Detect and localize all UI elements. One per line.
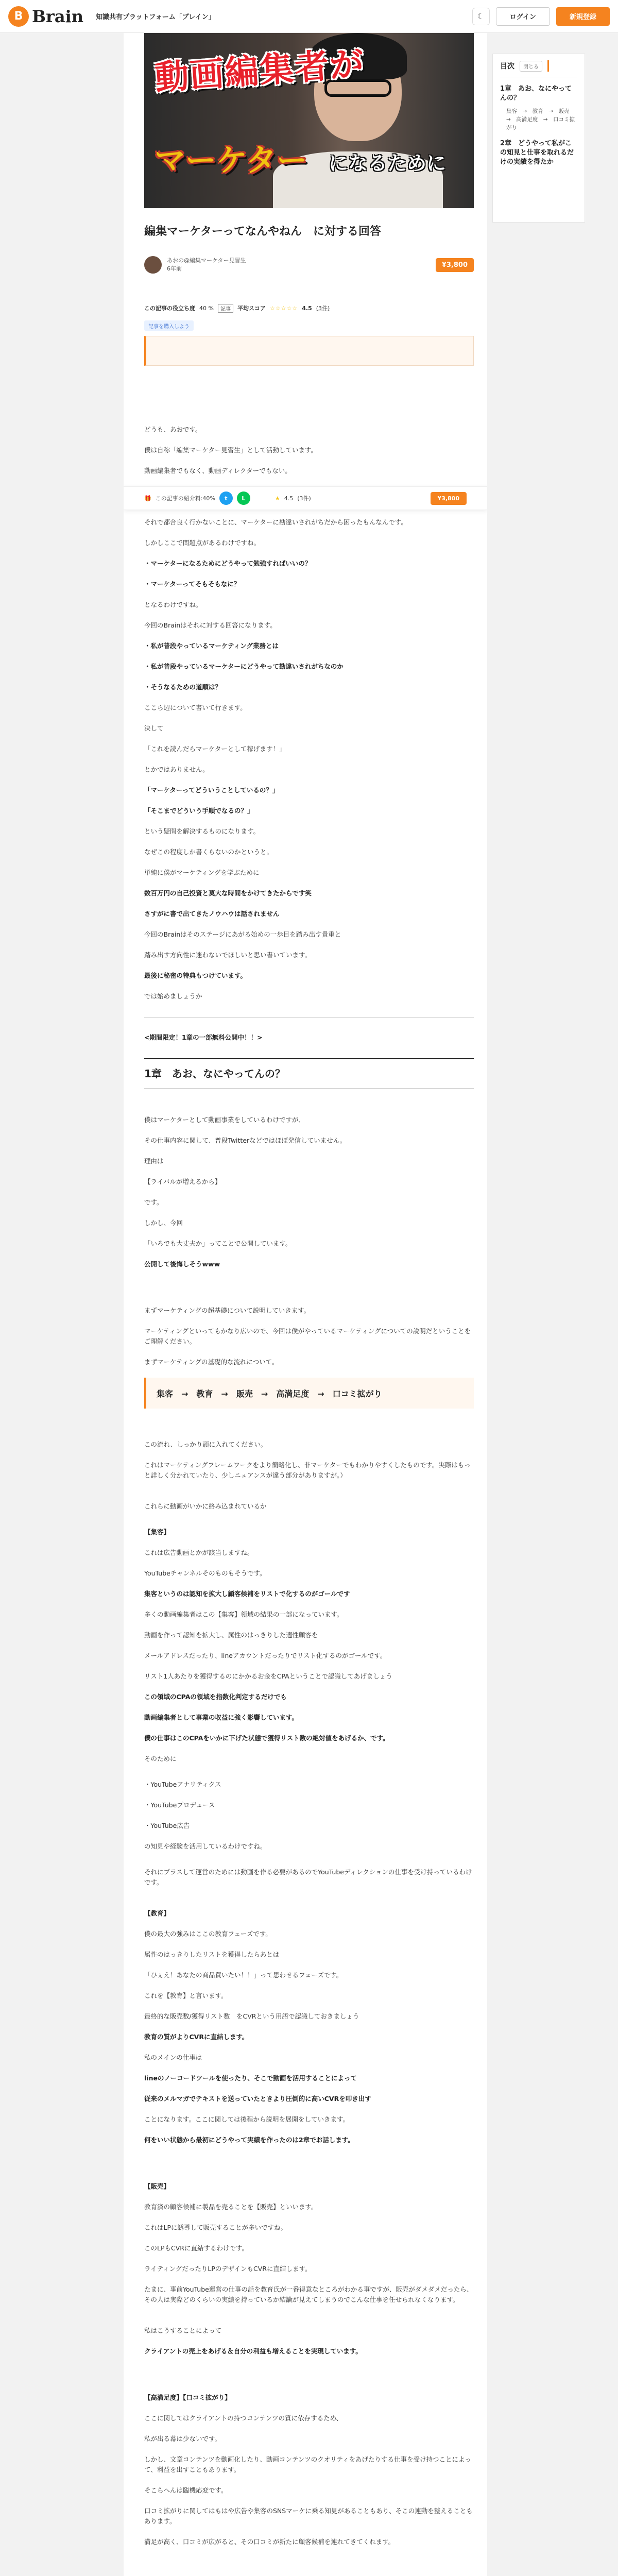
intro-callout [144, 336, 474, 366]
paragraph: という疑問を解決するものになります。 [144, 827, 260, 835]
table-of-contents [492, 54, 585, 223]
hero-line2: マーケター [154, 143, 307, 179]
paragraph: 何をいい状態から最初にどうやって実績を作ったのは2章でお話します。 [144, 2136, 354, 2144]
toc-subitem-flow[interactable]: 集客 → 教育 → 販売 → 高満足度 → 口コミ拡がり [506, 108, 575, 131]
paragraph: 教育済の顧客候補に製品を売ることを【販売】といいます。 [144, 2203, 318, 2211]
paragraph: 理由は [144, 1157, 164, 1165]
help-box: 記事 [218, 304, 233, 313]
paragraph: 僕の仕事はこのCPAをいかに下げた状態で獲得リスト数の絶対値をあげるか、です。 [144, 1734, 389, 1742]
paragraph: マーケティングといってもかなり広いので、今回は僕がやっているマーケティングについての説明だということをご理解ください。 [144, 1327, 471, 1345]
paragraph: です。 [144, 1198, 163, 1206]
paragraph: 【販売】 [144, 2182, 170, 2190]
paragraph: 「そこまでどういう手順でなるの？」 [144, 807, 254, 815]
paragraph: なぜこの程度しか書くらないのかというと。 [144, 848, 273, 856]
paragraph: lineのノーコードツールを使ったり、そこで動画を活用することによって [144, 2074, 357, 2082]
brain-logo[interactable] [8, 6, 83, 27]
paragraph: ライティングだったりLPのデザインもCVRに直結します。 [144, 2265, 312, 2273]
paragraph: しかし、文章コンテンツを動画化したり、動画コンテンツのクオリティをあげたりする仕事を受け持つことによって、利益を出すこともあります。 [144, 2455, 472, 2473]
paragraph: これは広告動画とかが該当しますね。 [144, 1549, 254, 1556]
paragraph: 数百万円の自己投資と莫大な時間をかけてきたからです笑 [144, 889, 312, 897]
site-header [0, 0, 618, 33]
paragraph: 僕はマーケターとして動画事業をしているわけですが、 [144, 1116, 305, 1124]
hero-line1: 動画編集者が [153, 43, 366, 98]
affiliate-text: この記事の紹介料:40% [155, 495, 215, 502]
toc-toggle-button[interactable]: 閉じる [520, 61, 542, 72]
paragraph: ここに関してはクライアントの持つコンテンツの質に依存するため、 [144, 2414, 343, 2422]
helpful-label: この記事の役立ち度 [144, 305, 195, 312]
helpful-value: 40 % [199, 304, 214, 312]
line-icon[interactable]: L [237, 492, 250, 505]
paragraph: では始めましょうか [144, 992, 202, 1000]
paragraph: 僕は自称「編集マーケター見習生」として活動しています。 [144, 446, 317, 454]
paragraph: 多くの動画編集者はこの【集客】領域の結果の一部になっています。 [144, 1611, 344, 1618]
chapter1-heading: 1章 あお、なにやってんの？ [144, 1058, 474, 1089]
paragraph: の知見や経験を活用しているわけですね。 [144, 1842, 267, 1850]
avg-score-label: 平均スコア [237, 305, 266, 312]
floatbar-score: 4.5 [284, 495, 294, 502]
author-sub: 6年前 [167, 265, 182, 272]
price-badge[interactable]: ¥3,800 [436, 258, 474, 272]
paragraph: 口コミ拡がりに関してはもはや広告や集客のSNSマーケに乗る知見があることもあり、そこの連動を整えることもあります。 [144, 2507, 473, 2525]
star-rating: ☆☆☆☆☆ [269, 304, 298, 312]
author-row [144, 255, 474, 275]
paragraph: まずマーケティングの基礎的な流れについて。 [144, 1358, 279, 1366]
paragraph: となるわけですね。 [144, 601, 202, 608]
paragraph: これを【教育】と言います。 [144, 1992, 228, 1999]
paragraph: ・マーケターになるためにどうやって勉強すればいいの？ [144, 560, 312, 567]
paragraph: しかしここで問題点があるわけですね。 [144, 539, 261, 547]
paragraph: このLPもCVRに直結するわけです。 [144, 2244, 248, 2252]
paragraph: とかではありません。 [144, 766, 209, 773]
author-name[interactable]: あおの@編集マーケター見習生 [167, 257, 246, 264]
paragraph: 【高満足度】【口コミ拡がり】 [144, 2394, 231, 2401]
paragraph: 「これを読んだらマーケターとして稼げます！」 [144, 745, 286, 753]
paragraph: リスト1人あたりを獲得するのにかかるお金をCPAということで認識してあげましょう [144, 1672, 392, 1680]
paragraph: クライアントの売上をあげる＆自分の利益も増えることを実現しています。 [144, 2347, 362, 2355]
paragraph: ・YouTubeアナリティクス [144, 1781, 221, 1788]
article-title: 編集マーケターってなんやねん に対する回答 [144, 225, 382, 238]
paragraph: 【教育】 [144, 1909, 170, 1917]
paragraph: 「マーケターってどういうことしているの？」 [144, 786, 279, 794]
toc-item-chapter1[interactable]: 1章 あお、なにやってんの？ [500, 85, 572, 102]
article-stats [144, 302, 474, 314]
paragraph: そのために [144, 1755, 177, 1762]
paragraph: 【集客】 [144, 1528, 170, 1536]
paragraph: YouTubeチャンネルそのものもそうです。 [144, 1569, 266, 1577]
paragraph: 僕の最大の強みはここの教育フェーズです。 [144, 1930, 272, 1938]
paragraph: ・そうなるための道順は？ [144, 683, 222, 691]
paragraph: しかし、今回 [144, 1219, 183, 1227]
purchase-pill[interactable]: 記事を購入しよう [144, 320, 194, 331]
paragraph: その仕事内容に関して、普段Twitterなどではほぼ発信していません。 [144, 1137, 347, 1144]
floatbar-price-button[interactable]: ¥3,800 [431, 492, 467, 505]
paragraph: 最後に秘密の特典もつけています。 [144, 972, 247, 979]
paragraph: どうも、あおです。 [144, 426, 202, 433]
paragraph: 公開して後悔しそうwww [144, 1260, 220, 1268]
paragraph: この流れ、しっかり頭に入れてください。 [144, 1440, 267, 1448]
marketing-flow-box: 集客 → 教育 → 販売 → 高満足度 → 口コミ拡がり [144, 1378, 474, 1409]
paragraph: それで都合良く行かないことに、マーケターに勘違いされがちだから困ったもんなんです。 [144, 518, 407, 526]
article-main [124, 33, 487, 2576]
paragraph: 集客というのは認知を拡大し顧客候補をリストで化するのがゴールです [144, 1590, 350, 1598]
paragraph: たまに、事前YouTube運営の仕事の話を教育氏が一番得意なところがわかる事ですが、販売がダメダメだったら、その人は実際どのくらいの実績を持っているか結論が見えてしまうのでこんな仕事を任せられなくなります。 [144, 2285, 473, 2303]
paragraph: 動画編集者でもなく、動画ディレクターでもない。 [144, 467, 291, 474]
paragraph: 今回のBrainはそれに対する回答になります。 [144, 621, 277, 629]
paragraph: 単純に僕がマーケティングを学ぶために [144, 869, 260, 876]
paragraph: ことになります。ここに関しては後程から説明を展開をしていきます。 [144, 2115, 350, 2123]
paragraph: さすがに書で出てきたノウハウは話されません [144, 910, 280, 918]
paragraph: 決して [144, 724, 164, 732]
paragraph: ここら辺について書いて行きます。 [144, 704, 247, 711]
signup-button[interactable]: 新規登録 [556, 7, 610, 26]
paragraph: 「いろでも大丈夫か」ってことで公開しています。 [144, 1240, 292, 1247]
hero-image [144, 33, 474, 208]
paragraph: 満足が高く、口コミが広がると、その口コミが新たに顧客候補を連れてきてくれます。 [144, 2538, 395, 2546]
toc-title: 目次 [500, 62, 514, 71]
paragraph: ・マーケターってそもそもなに？ [144, 580, 241, 588]
paragraph: メールアドレスだったり、lineアカウントだったりでリスト化するのがゴールです。 [144, 1652, 387, 1659]
paragraph: 「ひぇえ！あなたの商品買いたい！！」って思わせるフェーズです。 [144, 1971, 343, 1979]
floating-purchase-bar [124, 486, 487, 510]
paragraph: 動画を作って認知を拡大し、属性のはっきりした適性顧客を [144, 1631, 318, 1639]
paragraph: ・YouTube広告 [144, 1822, 190, 1829]
review-count[interactable]: (3件) [316, 305, 330, 312]
hero-line2-suffix: になるために [329, 152, 447, 175]
moon-icon[interactable]: ☾ [472, 8, 490, 25]
paragraph: まずマーケティングの超基礎について説明していきます。 [144, 1307, 311, 1314]
score-value: 4.5 [302, 304, 312, 312]
gift-icon: 🎁 [144, 495, 151, 502]
star-icon: ★ [274, 495, 280, 502]
paragraph: 私はこうすることによって [144, 2327, 222, 2334]
toc-accent [547, 60, 549, 72]
paragraph: ・私が普段やっているマーケティング業務とは [144, 642, 279, 650]
login-button[interactable]: ログイン [496, 7, 550, 26]
twitter-icon[interactable]: t [219, 492, 233, 505]
logo-mark: B [8, 6, 29, 27]
paragraph: 従来のメルマガでテキストを送っていたときより圧倒的に高いCVRを叩き出す [144, 2095, 371, 2103]
paragraph: これはマーケティングフレームワークをより簡略化し、非マーケターでもわかりやすくしたものです。実際はもっと詳しく分かれていたり、少しニュアンスが違う部分がありますが。） [144, 1461, 471, 1479]
paragraph: ・私が普段やっているマーケターにどうやって勘違いされがちなのか [144, 663, 344, 670]
paragraph: これらに動画がいかに絡み込まれているか [144, 1502, 267, 1510]
paragraph: ・YouTubeプロデュース [144, 1801, 215, 1809]
paragraph: 私のメインの仕事は [144, 2054, 202, 2061]
paragraph: この領域のCPAの領域を指数化判定するだけでも [144, 1693, 287, 1701]
site-tagline: 知識共有プラットフォーム「ブレイン」 [96, 13, 215, 21]
toc-item-chapter2[interactable]: 2章 どうやって私がこの知見と仕事を取れるだけの実績を得たか [500, 140, 574, 166]
paragraph: そこらへんは臨機応変です。 [144, 2486, 228, 2494]
paragraph: 私が出る幕は少ないです。 [144, 2435, 221, 2443]
paragraph: 動画編集者として事業の収益に強く影響しています。 [144, 1714, 299, 1721]
paragraph: 今回のBrainはそのステージにあがる始めの一歩目を踏み出す貴重と [144, 930, 341, 938]
floatbar-count[interactable]: (3件) [297, 495, 311, 502]
limited-note: <期間限定！1章の一部無料公開中！！> [144, 1033, 263, 1041]
paragraph: 最終的な販売数/獲得リスト数 をCVRという用語で認識しておきましょう [144, 2012, 359, 2020]
paragraph: 【ライバルが増えるから】 [144, 1178, 221, 1185]
paragraph: 教育の質がよりCVRに直結します。 [144, 2033, 249, 2041]
logo-text: Brain [32, 6, 84, 26]
paragraph: 踏み出す方向性に迷わないでほしいと思い書いています。 [144, 951, 312, 959]
avatar[interactable] [144, 256, 162, 274]
paragraph: それにプラスして運営のためには動画を作る必要があるのでYouTubeディレクションの仕事を受け持っているわけです。 [144, 1868, 472, 1886]
paragraph: 属性のはっきりしたリストを獲得したらあとは [144, 1951, 280, 1958]
divider [144, 1017, 474, 1018]
paragraph: これはLPに誘導して販売することが多いですね。 [144, 2224, 287, 2231]
